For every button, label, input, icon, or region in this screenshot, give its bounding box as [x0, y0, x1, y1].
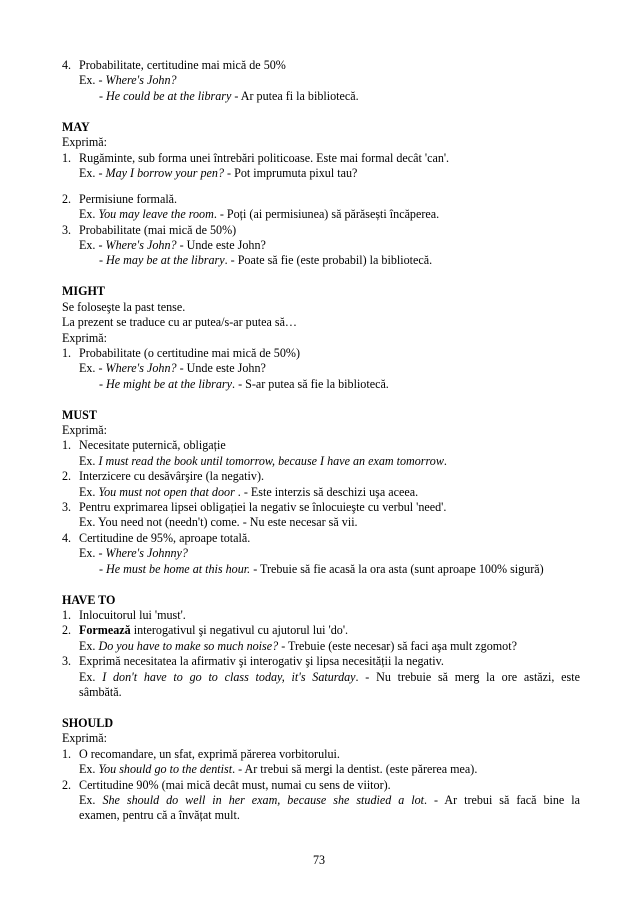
example-line: - He might be at the library. - S-ar putea să fie la bibliotecă.	[99, 376, 389, 391]
example-line: - He must be home at this hour. - Trebuie să fie acasă la ora asta (sunt aproape 100% sigură)	[99, 561, 544, 576]
list-item: 2. Interzicere cu desăvârşire (la negativ).	[62, 469, 264, 484]
list-item: 1. Inlocuitorul lui 'must'.	[62, 607, 186, 622]
example-line: sâmbătă.	[79, 684, 122, 699]
document-page	[62, 58, 580, 824]
list-item: 1. Necesitate puternică, obligație	[62, 438, 226, 453]
example-line: Ex. - Where's John?	[79, 73, 177, 88]
list-item: 1. O recomandare, un sfat, exprimă părerea vorbitorului.	[62, 746, 340, 761]
example-line: Ex. - Where's John? - Unde este John?	[79, 238, 266, 252]
list-item: 3. Probabilitate (mai mică de 50%)	[62, 222, 237, 237]
example-line: Ex. You may leave the room. - Poți (ai permisiunea) să părăsești încăperea.	[79, 207, 440, 222]
example-line: Ex. - Where's Johnny?	[79, 546, 188, 561]
section-heading-should: SHOULD	[62, 715, 114, 730]
example-line: Ex. You need not (needn't) come. - Nu este necesar să vii.	[79, 515, 358, 530]
example-line: Ex. She should do well in her exam, because she studied a lot. - Ar trebui să facă bine la	[79, 792, 580, 807]
section-heading-might: MIGHT	[62, 284, 106, 299]
section-heading-have-to: HAVE TO	[62, 592, 116, 607]
list-item: 3. Pentru exprimarea lipsei obligației la negativ se înlocuieşte cu verbul 'need'.	[62, 500, 447, 515]
exprima-label: Exprimă:	[62, 135, 108, 150]
example-line: Ex. I don't have to go to class today, it's Saturday. - Nu trebuie să merg la ore astăzi, este	[79, 669, 580, 684]
exprima-label: Exprimă:	[62, 330, 108, 345]
example-line: examen, pentru că a învățat mult.	[79, 808, 240, 823]
list-item: 1. Probabilitate (o certitudine mai mică de 50%)	[62, 345, 300, 360]
list-item: 2. Permisiune formală.	[62, 191, 178, 206]
example-line: Ex. You should go to the dentist. - Ar trebui să mergi la dentist. (este părerea mea).	[79, 762, 478, 777]
exprima-label: Exprimă:	[62, 731, 108, 746]
list-item: 1. Rugăminte, sub forma unei întrebări politicoase. Este mai formal decât 'can'.	[62, 150, 450, 165]
example-line: Ex. - Where's John? - Unde este John?	[79, 361, 266, 376]
list-item: 2. Formează interogativul şi negativul cu ajutorul lui 'do'.	[62, 623, 349, 638]
example-line: Ex. I must read the book until tomorrow, because I have an exam tomorrow.	[79, 453, 447, 468]
text-line: Se foloseşte la past tense.	[62, 299, 186, 314]
list-item: 4. Probabilitate, certitudine mai mică de 50%	[62, 58, 286, 72]
example-line: - He may be at the library. - Poate să fie (este probabil) la bibliotecă.	[99, 253, 433, 268]
section-heading-may: MAY	[62, 119, 90, 134]
page-number: 73	[312, 853, 326, 867]
example-line: Ex. You must not open that door . - Este interzis să deschizi uşa aceea.	[79, 484, 419, 499]
section-heading-must: MUST	[62, 407, 97, 422]
example-line: - He could be at the library - Ar putea fi la bibliotecă.	[99, 88, 359, 103]
text-line: La prezent se traduce cu ar putea/s-ar putea să…	[62, 315, 298, 330]
list-item: 3. Exprimă necesitatea la afirmativ şi interogativ şi lipsa necesității la negativ.	[62, 654, 444, 669]
list-item: 4. Certitudine de 95%, aproape totală.	[62, 530, 251, 545]
example-line: Ex. Do you have to make so much noise? - Trebuie (este necesar) să faci aşa mult zgomot?	[79, 638, 517, 653]
list-item: 2. Certitudine 90% (mai mică decât must, numai cu sens de viitor).	[62, 777, 391, 792]
exprima-label: Exprimă:	[62, 423, 108, 438]
example-line: Ex. - May I borrow your pen? - Pot imprumuta pixul tau?	[79, 165, 358, 180]
